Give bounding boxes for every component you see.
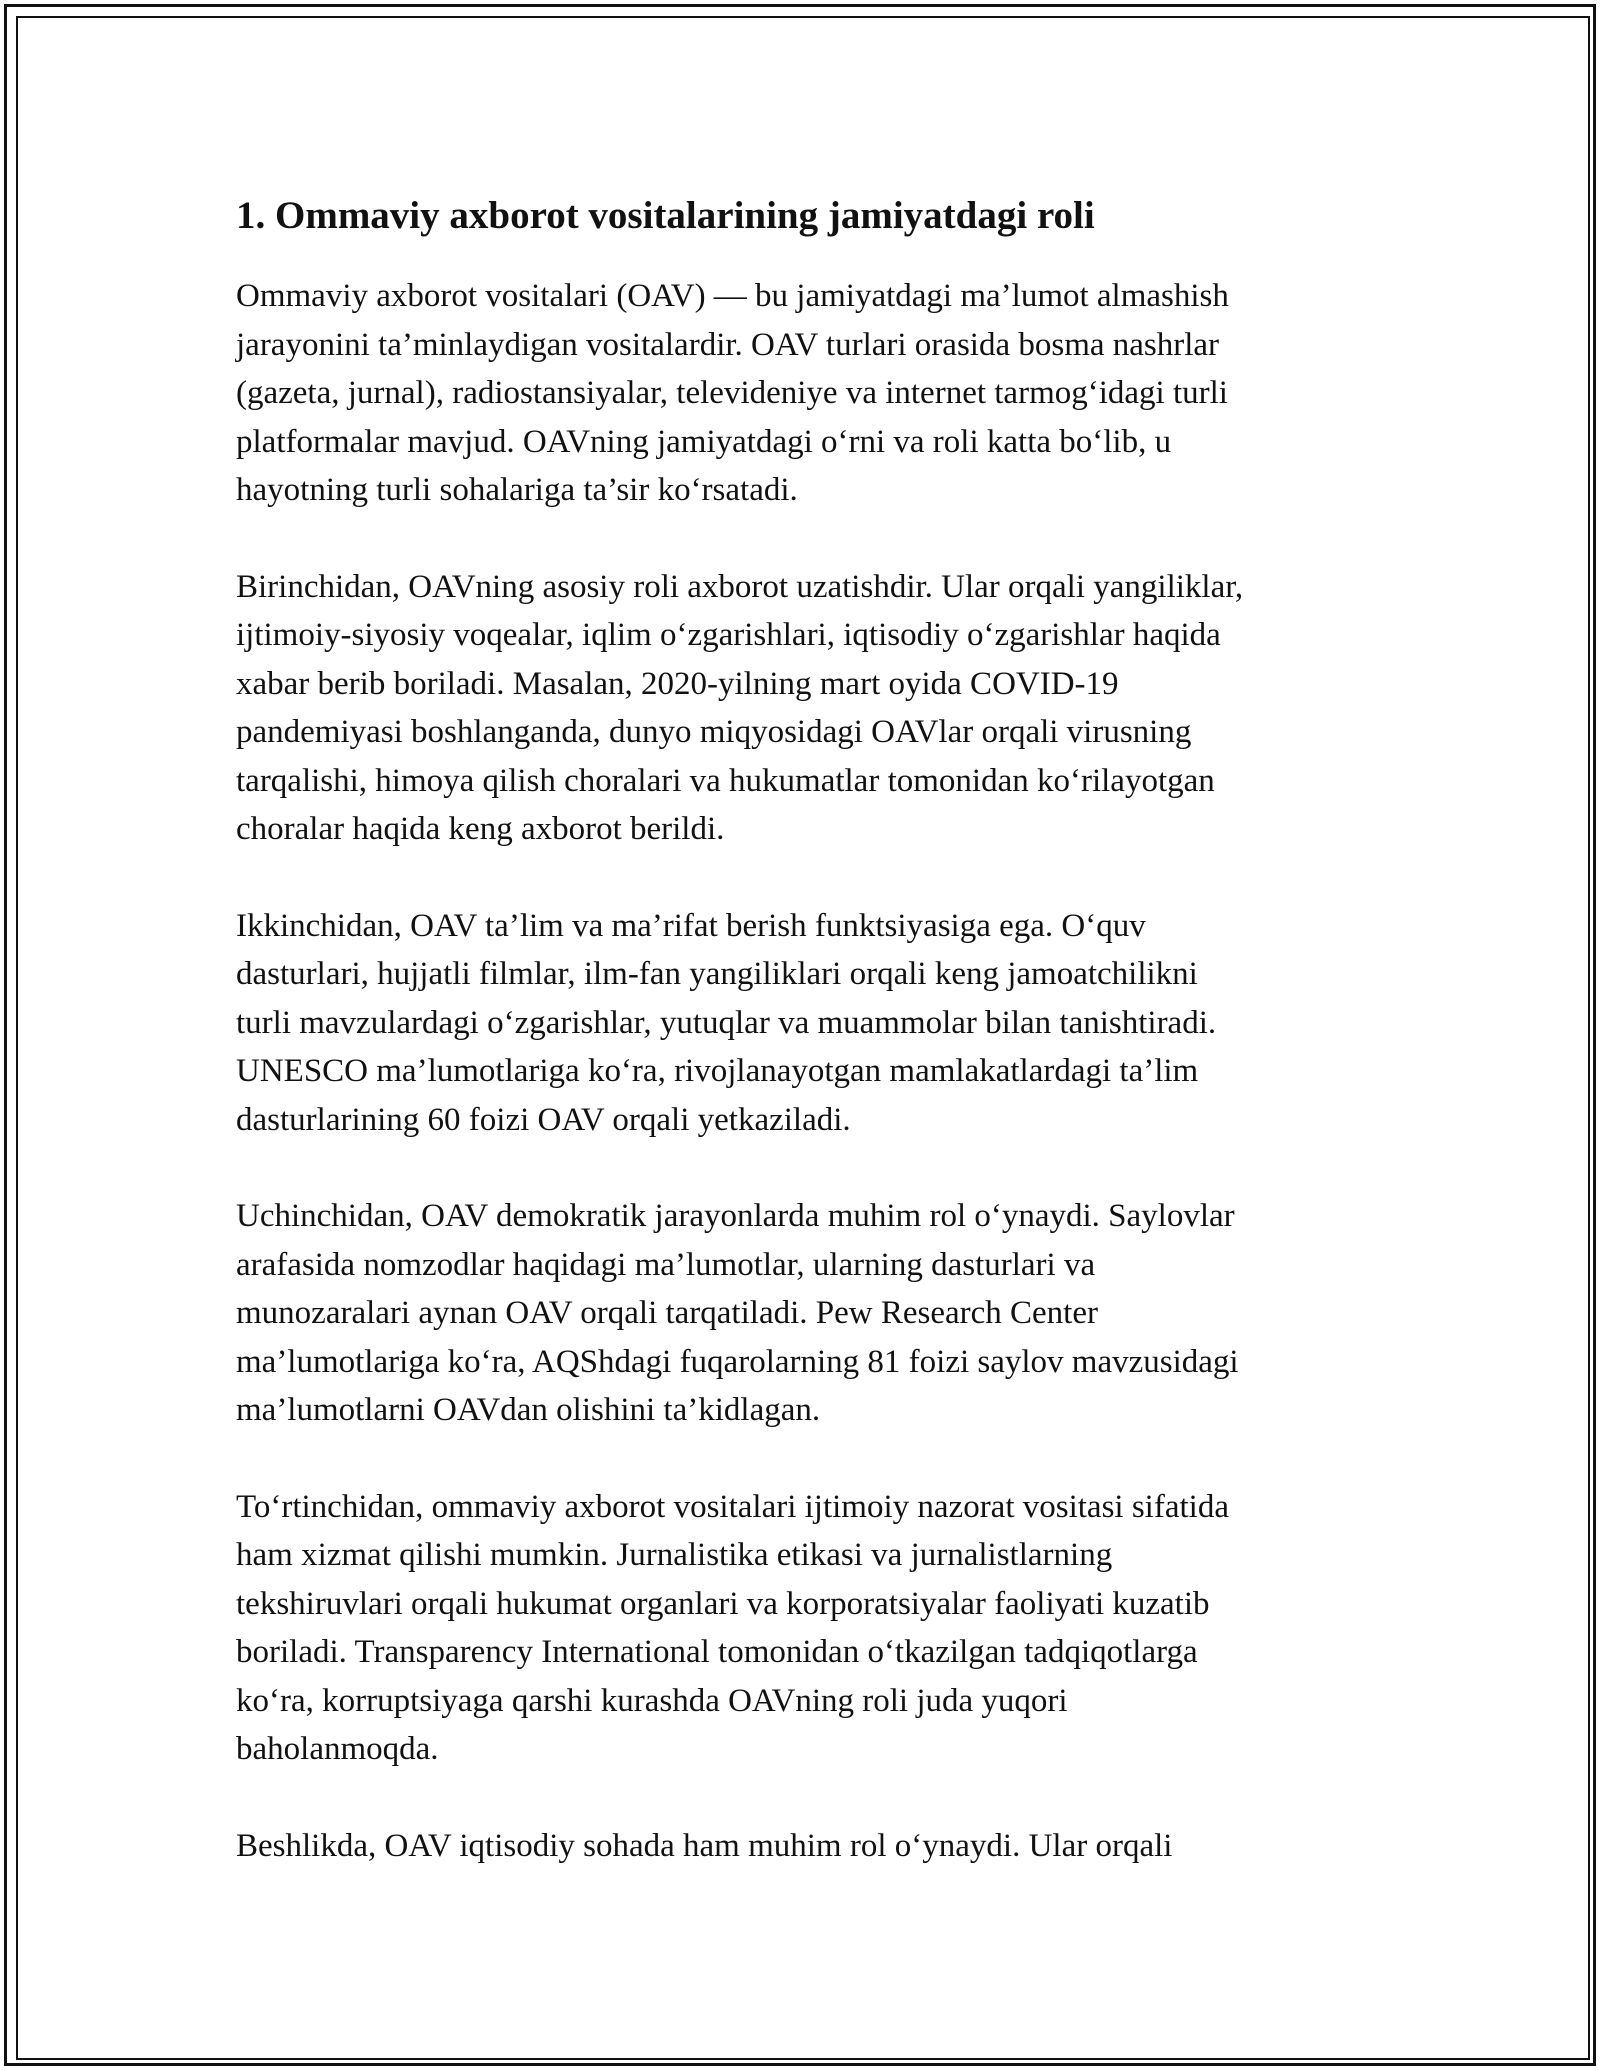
text-line: (gazeta, jurnal), radiostansiyalar, televideniye va internet tarmog‘idagi turli — [236, 375, 1228, 411]
text-line: baholanmoqda. — [236, 1731, 439, 1767]
text-line: choralar haqida keng axborot berildi. — [236, 811, 725, 847]
text-line: ma’lumotlariga ko‘ra, AQShdagi fuqarolarning 81 foizi saylov mavzusidagi — [236, 1343, 1239, 1380]
paragraph-third — [236, 1192, 1386, 1435]
text-line: Ommaviy axborot vositalari (OAV) — bu jamiyatdagi ma’lumot almashish — [236, 278, 1229, 314]
text-line: turli mavzulardagi o‘zgarishlar, yutuqlar va muammolar bilan tanishtiradi. — [236, 1004, 1217, 1041]
text-line: tarqalishi, himoya qilish choralari va hukumatlar tomonidan ko‘rilayotgan — [236, 762, 1215, 799]
text-line: boriladi. Transparency International tomonidan o‘tkazilgan tadqiqotlarga — [236, 1634, 1198, 1670]
section-heading: 1. Ommaviy axborot vositalarining jamiyatdagi roli — [236, 194, 1095, 237]
text-line: pandemiyasi boshlanganda, dunyo miqyosidagi OAVlar orqali virusning — [236, 714, 1192, 750]
paragraph-fifth — [236, 1822, 1386, 1871]
text-line: ma’lumotlarni OAVdan olishini ta’kidlagan. — [236, 1392, 821, 1428]
text-line: munozaralari aynan OAV orqali tarqatiladi. Pew Research Center — [236, 1295, 1098, 1331]
text-line: tekshiruvlari orqali hukumat organlari va korporatsiyalar faoliyati kuzatib — [236, 1585, 1210, 1622]
text-line: platformalar mavjud. OAVning jamiyatdagi o‘rni va roli katta bo‘lib, u — [236, 423, 1172, 460]
text-line: dasturlari, hujjatli filmlar, ilm-fan yangiliklari orqali keng jamoatchilikni — [236, 956, 1198, 992]
text-line: ijtimoiy-siyosiy voqealar, iqlim o‘zgarishlari, iqtisodiy o‘zgarishlar haqida — [236, 617, 1221, 653]
text-line: UNESCO ma’lumotlariga ko‘ra, rivojlanayotgan mamlakatlardagi ta’lim — [236, 1053, 1199, 1089]
document-body — [236, 188, 1386, 1918]
paragraph-fourth — [236, 1483, 1386, 1774]
text-line: ko‘ra, korruptsiyaga qarshi kurashda OAVning roli juda yuqori — [236, 1682, 1068, 1719]
text-line: hayotning turli sohalariga ta’sir ko‘rsatadi. — [236, 472, 798, 508]
text-line: dasturlarining 60 foizi OAV orqali yetkaziladi. — [236, 1101, 851, 1138]
paragraph-first — [236, 563, 1386, 854]
text-line: Beshlikda, OAV iqtisodiy sohada ham muhim rol o‘ynaydi. Ular orqali — [236, 1827, 1173, 1864]
text-line: xabar berib boriladi. Masalan, 2020-yilning mart oyida COVID-19 — [236, 665, 1119, 702]
text-line: Ikkinchidan, OAV ta’lim va ma’rifat berish funktsiyasiga ega. O‘quv — [236, 907, 1146, 944]
text-line: arafasida nomzodlar haqidagi ma’lumotlar, ularning dasturlari va — [236, 1246, 1096, 1283]
paragraph-intro — [236, 272, 1386, 515]
text-line: To‘rtinchidan, ommaviy axborot vositalari ijtimoiy nazorat vositasi sifatida — [236, 1488, 1229, 1525]
paragraph-second — [236, 902, 1386, 1145]
text-line: Uchinchidan, OAV demokratik jarayonlarda muhim rol o‘ynaydi. Saylovlar — [236, 1198, 1235, 1234]
text-line: ham xizmat qilishi mumkin. Jurnalistika etikasi va jurnalistlarning — [236, 1537, 1113, 1573]
text-line: Birinchidan, OAVning asosiy roli axborot uzatishdir. Ular orqali yangiliklar, — [236, 568, 1244, 605]
text-line: jarayonini ta’minlaydigan vositalardir. OAV turlari orasida bosma nashrlar — [236, 326, 1220, 363]
